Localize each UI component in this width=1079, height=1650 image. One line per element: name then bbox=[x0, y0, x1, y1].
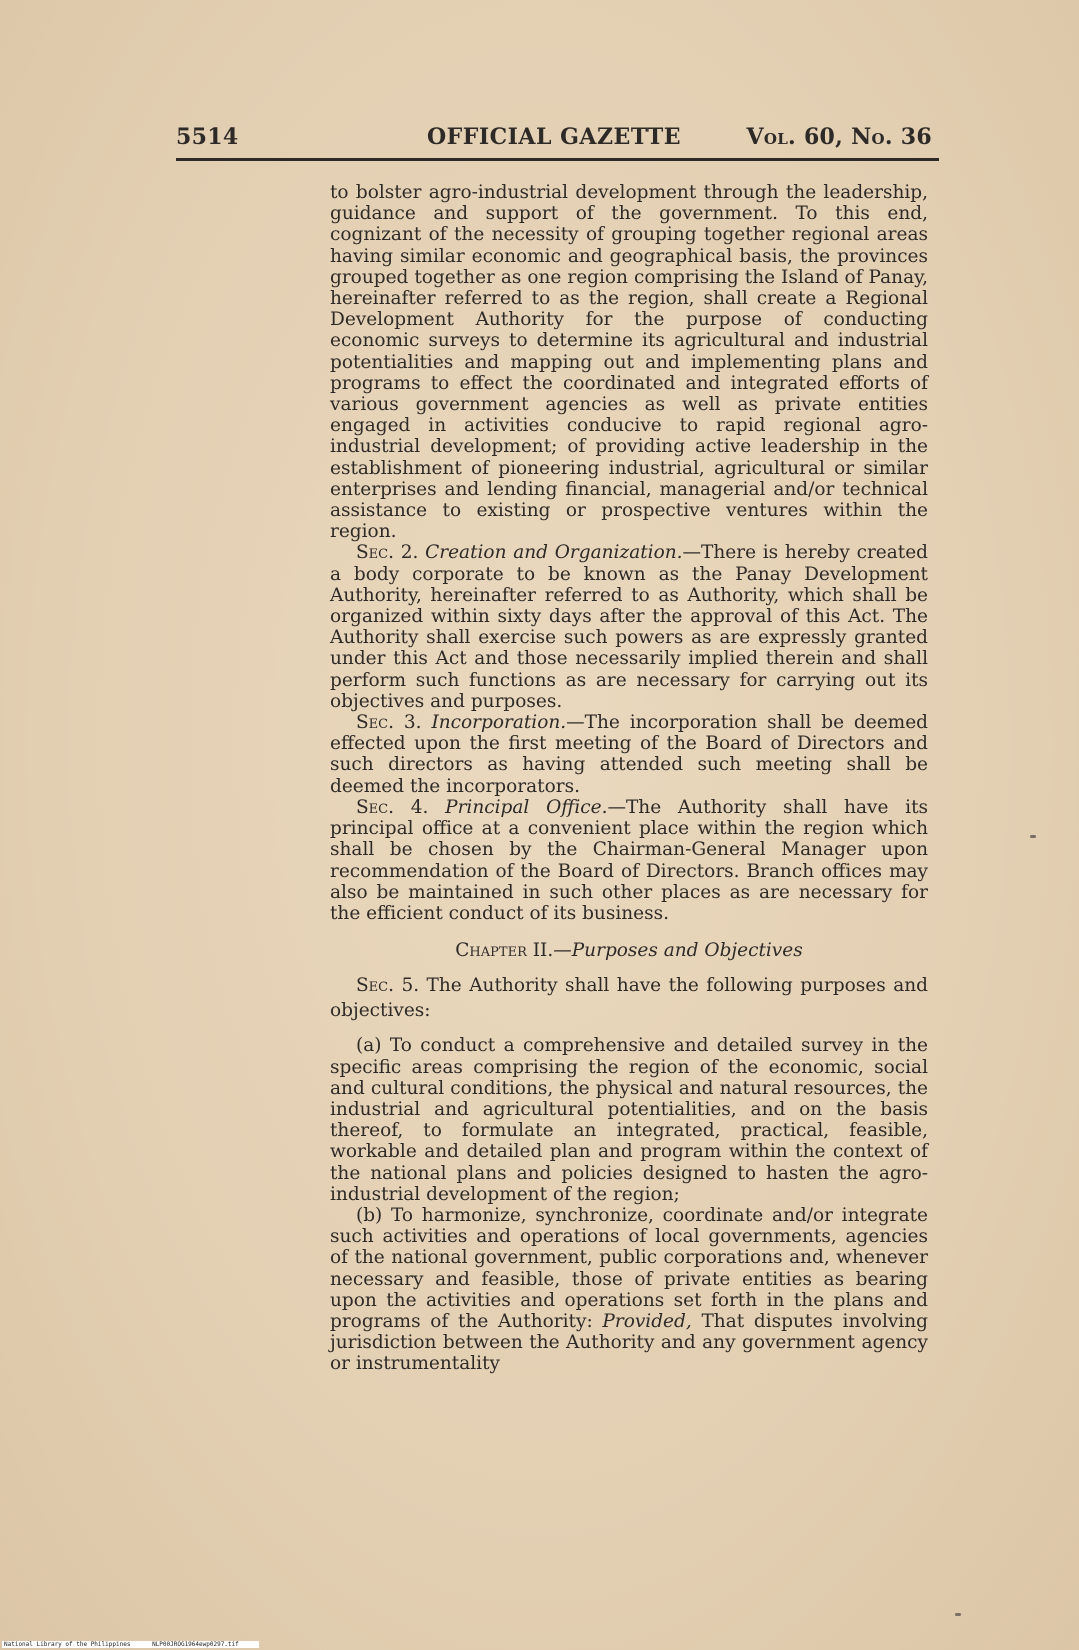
header-rule bbox=[176, 158, 939, 161]
section-title: Incorporation. bbox=[431, 712, 567, 734]
clause-text: To harmonize, synchronize, coordinate and/or integrate such activities and operations of local governments, agencies of the national government, public corporations and, whenever necessary and feasible, those of private entities as bearing upon the activities and operations set forth in the plans and programs of the Authority: bbox=[330, 1204, 928, 1332]
clause-text-cont: That disputes involving jurisdiction between the Authority and any government agency or instrumentality bbox=[330, 1310, 928, 1375]
chapter-title: —Purposes and Objectives bbox=[553, 940, 803, 962]
section-text: —There is hereby created a body corporate to be known as the Panay Development Authority, hereinafter referred to as Authority, which shall be organized within sixty days after the approval of this Act. The Authority shall exercise such powers as are expressly granted under this Act and those necessarily implied therein and shall perform such functions as are necessary for carrying out its objectives and purposes. bbox=[330, 542, 928, 712]
section-5 bbox=[330, 973, 928, 1023]
section-title: Creation and Organization. bbox=[425, 542, 683, 564]
clause-a bbox=[330, 1035, 928, 1205]
library-credit: National Library of the Philippines bbox=[4, 1641, 131, 1648]
volume-number: Vol. 60, No. 36 bbox=[746, 124, 932, 150]
scan-footer bbox=[2, 1641, 259, 1648]
clause-label: (b) bbox=[356, 1204, 383, 1226]
section-text: —The incorporation shall be deemed effected upon the first meeting of the Board of Directors and such directors as having attended such meeting shall be deemed the incorporators. bbox=[330, 712, 928, 797]
chapter-heading bbox=[330, 940, 928, 961]
section-title: Principal Office. bbox=[445, 796, 608, 818]
file-name: NLP00JROG1964ewp0297.tif bbox=[152, 1641, 239, 1648]
document-body bbox=[330, 182, 928, 1375]
section-label: Sec. 2. bbox=[356, 542, 419, 564]
clause-b bbox=[330, 1205, 928, 1375]
section-label: Sec. 5. bbox=[356, 975, 420, 997]
section-label: Sec. 4. bbox=[356, 796, 429, 818]
proviso: Provided, bbox=[602, 1310, 692, 1332]
clause-label: (a) bbox=[356, 1035, 382, 1057]
publication-title: OFFICIAL GAZETTE bbox=[426, 124, 682, 150]
page-number: 5514 bbox=[176, 124, 239, 150]
section-3 bbox=[330, 712, 928, 797]
section-4 bbox=[330, 797, 928, 924]
paragraph-intro: to bolster agro-industrial development through the leadership, guidance and support of the government. To this end, cognizant of the necessity of grouping together regional areas having similar economic and geographical basis, the provinces grouped together as one region comprising the Island of Panay, hereinafter referred to as the region, shall create a Regional Development Authority for the purpose of conducting economic surveys to determine its agricultural and industrial potentialities and mapping out and implementing plans and programs to effect the coordinated and integrated efforts of various government agencies as well as private entities engaged in activities conducive to rapid regional agro-industrial development; of providing active leadership in the establishment of pioneering industrial, agricultural or similar enterprises and lending financial, managerial and/or technical assistance to existing or prospective ventures within the region. bbox=[330, 182, 928, 543]
paper-speck bbox=[1030, 835, 1036, 838]
paper-speck bbox=[955, 1613, 961, 1616]
running-header bbox=[176, 120, 932, 160]
section-text: —The Authority shall have its principal office at a convenient place within the region which shall be chosen by the Chairman-General Manager upon recommendation of the Board of Directors. Branch offices may also be maintained in such other places as are necessary for the efficient conduct of its business. bbox=[330, 796, 928, 924]
chapter-label: Chapter II. bbox=[455, 940, 554, 962]
section-label: Sec. 3. bbox=[356, 712, 422, 734]
section-2 bbox=[330, 542, 928, 712]
section-text: The Authority shall have the following purposes and objectives: bbox=[330, 975, 928, 1022]
clause-text: To conduct a comprehensive and detailed survey in the specific areas comprising the region of the economic, social and cultural conditions, the physical and natural resources, the industrial and agricultural potentialities, and on the basis thereof, to formulate an integrated, practical, feasible, workable and detailed plan and program within the context of the national plans and policies designed to hasten the agro-industrial development of the region; bbox=[330, 1035, 928, 1205]
